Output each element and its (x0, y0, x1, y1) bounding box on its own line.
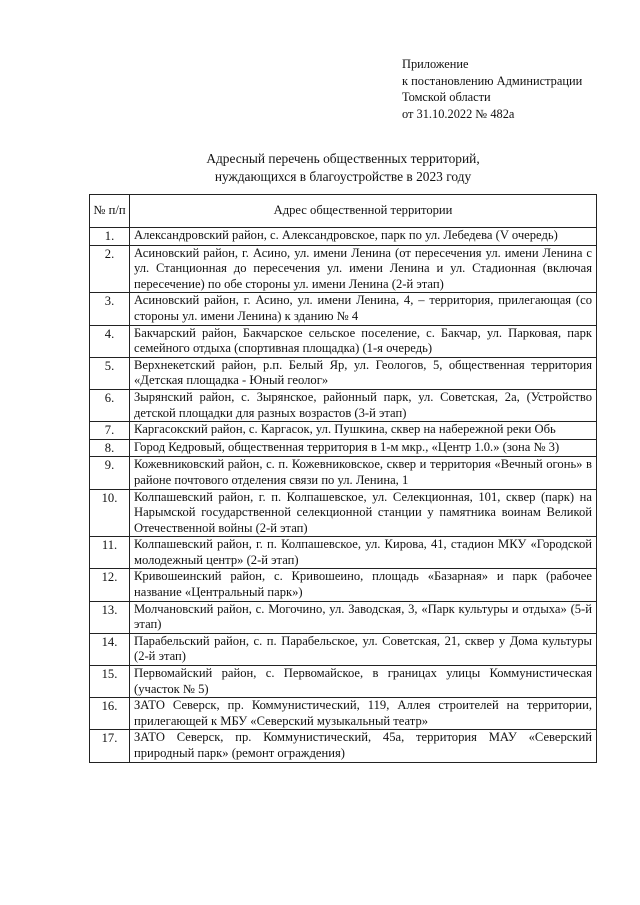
row-number: 14. (90, 633, 130, 665)
table-row (90, 325, 597, 357)
row-number: 5. (90, 357, 130, 389)
row-number: 13. (90, 601, 130, 633)
row-number: 2. (90, 245, 130, 293)
table-row (90, 422, 597, 440)
table-row (90, 569, 597, 601)
table-row (90, 357, 597, 389)
territory-table (89, 194, 597, 763)
row-number: 16. (90, 698, 130, 730)
row-number: 3. (90, 293, 130, 325)
appendix-block (402, 56, 582, 122)
row-address: Первомайский район, с. Первомайское, в границах улицы Коммунистическая (участок № 5) (130, 666, 597, 698)
row-address: Верхнекетский район, р.п. Белый Яр, ул. Геологов, 5, общественная территория «Детская площадка - Юный геолог» (130, 357, 597, 389)
table-row (90, 228, 597, 246)
row-number: 12. (90, 569, 130, 601)
row-address: Колпашевский район, г. п. Колпашевское, ул. Кирова, 41, стадион МКУ «Городской молодежный центр» (2-й этап) (130, 537, 597, 569)
row-address: Кожевниковский район, с. п. Кожевниковское, сквер и территория «Вечный огонь» в районе почтового отделения связи по ул. Ленина, 1 (130, 457, 597, 489)
header-address: Адрес общественной территории (130, 195, 597, 228)
table-row (90, 439, 597, 457)
document-title (90, 150, 596, 186)
row-number: 17. (90, 730, 130, 762)
table-header-row (90, 195, 597, 228)
table-row (90, 698, 597, 730)
row-address: ЗАТО Северск, пр. Коммунистический, 119, Аллея строителей на территории, прилегающей к МБУ «Северский музыкальный театр» (130, 698, 597, 730)
row-address: Колпашевский район, г. п. Колпашевское, ул. Селекционная, 101, сквер (парк) на Нарымской государственной селекционной станции у памятника воинам Великой Отечественной войны (2-й этап) (130, 489, 597, 537)
row-address: Бакчарский район, Бакчарское сельское поселение, с. Бакчар, ул. Парковая, парк семейного отдыха (спортивная площадка) (1-я очередь) (130, 325, 597, 357)
row-number: 10. (90, 489, 130, 537)
row-address: Город Кедровый, общественная территория в 1-м мкр., «Центр 1.0.» (зона № 3) (130, 439, 597, 457)
row-number: 6. (90, 389, 130, 421)
table-row (90, 633, 597, 665)
table-row (90, 601, 597, 633)
row-number: 8. (90, 439, 130, 457)
table-body (90, 228, 597, 763)
appendix-line: Приложение (402, 57, 469, 71)
title-line: Адресный перечень общественных территорий, (206, 151, 480, 166)
row-address: ЗАТО Северск, пр. Коммунистический, 45а, территория МАУ «Северский природный парк» (ремонт ограждения) (130, 730, 597, 762)
row-address: Парабельский район, с. п. Парабельское, ул. Советская, 21, сквер у Дома культуры (2-й этап) (130, 633, 597, 665)
header-num: № п/п (90, 195, 130, 228)
table-row (90, 245, 597, 293)
row-address: Асиновский район, г. Асино, ул. имени Ленина, 4, – территория, прилегающая (со стороны ул. имени Ленина) к зданию № 4 (130, 293, 597, 325)
row-address: Кривошеинский район, с. Кривошеино, площадь «Базарная» и парк (рабочее название «Центральный парк») (130, 569, 597, 601)
row-address: Александровский район, с. Александровское, парк по ул. Лебедева (V очередь) (130, 228, 597, 246)
table-row (90, 489, 597, 537)
table-row (90, 666, 597, 698)
row-address: Молчановский район, с. Могочино, ул. Заводская, 3, «Парк культуры и отдыха» (5-й этап) (130, 601, 597, 633)
table-row (90, 730, 597, 762)
row-number: 4. (90, 325, 130, 357)
table-row (90, 389, 597, 421)
row-address: Зырянский район, с. Зырянское, районный парк, ул. Советская, 2а, (Устройство детской площадки для разных возрастов (3-й этап) (130, 389, 597, 421)
row-number: 7. (90, 422, 130, 440)
row-address: Каргасокский район, с. Каргасок, ул. Пушкина, сквер на набережной реки Обь (130, 422, 597, 440)
row-number: 1. (90, 228, 130, 246)
table-row (90, 457, 597, 489)
table-row (90, 293, 597, 325)
appendix-line: к постановлению Администрации (402, 73, 583, 88)
appendix-line: от 31.10.2022 № 482а (402, 106, 515, 121)
row-address: Асиновский район, г. Асино, ул. имени Ленина (от пересечения ул. имени Ленина с ул. Станционная до пересечения ул. имени Ленина и ул. Стадионная (включая пересечение) по обе стороны ул. имени Ленина (2-й этап) (130, 245, 597, 293)
row-number: 15. (90, 666, 130, 698)
appendix-line: Томской области (402, 90, 491, 105)
title-line: нуждающихся в благоустройстве в 2023 году (214, 169, 472, 184)
row-number: 9. (90, 457, 130, 489)
table-row (90, 537, 597, 569)
row-number: 11. (90, 537, 130, 569)
